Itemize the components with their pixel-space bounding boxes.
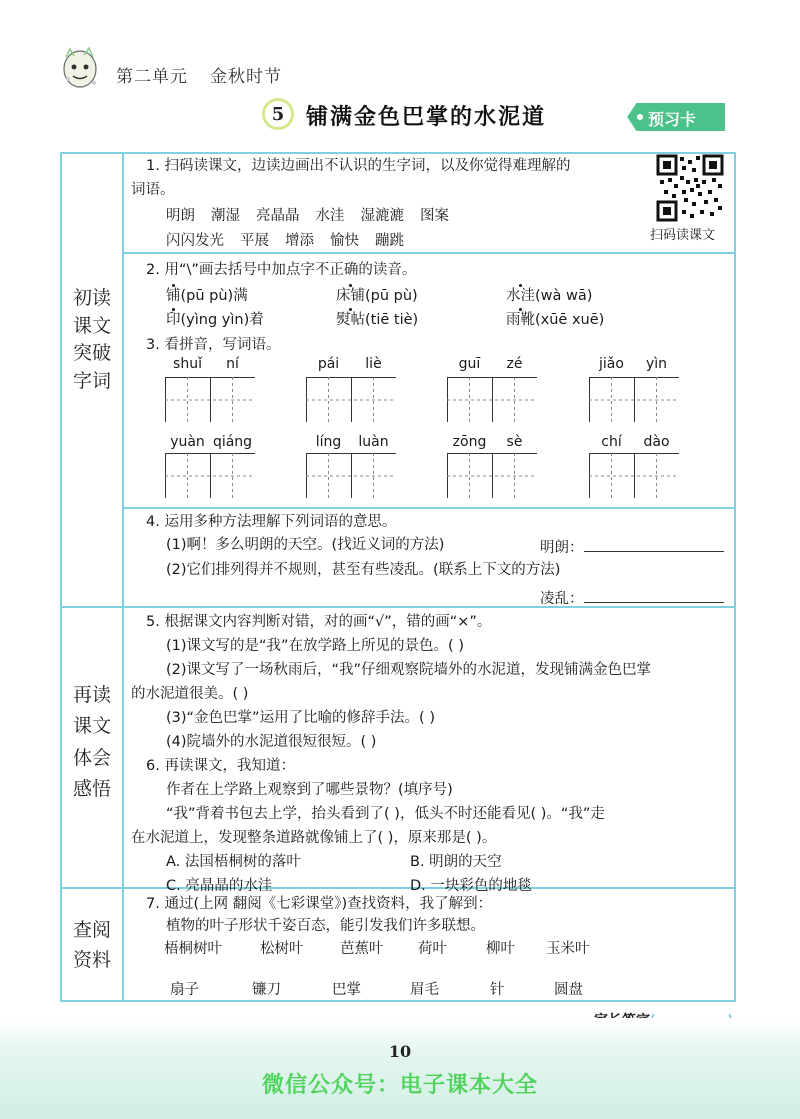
object-name[interactable]: 镰刀	[252, 982, 281, 998]
word: 增添	[285, 233, 314, 249]
pinyin-syllable: shuǐ	[173, 356, 202, 372]
pinyin-syllable: luàn	[358, 434, 389, 450]
trailing-char: 着	[249, 312, 264, 328]
q2-item-5	[336, 312, 418, 329]
qr-caption: 扫码读课文	[650, 228, 716, 243]
q2-item-3	[506, 288, 592, 305]
answer-label: 明朗：	[540, 540, 584, 556]
pinyin-syllable: guī	[458, 356, 481, 372]
target-word: 熨帖	[336, 312, 365, 328]
target-word: 床铺	[336, 288, 365, 304]
leaf-name[interactable]: 玉米叶	[546, 941, 590, 957]
q1-divider	[122, 252, 736, 254]
watermark-text: 微信公众号：电子课本大全	[261, 1073, 538, 1098]
unit-label: 第二单元	[116, 67, 188, 87]
answer-line[interactable]	[584, 537, 724, 552]
pinyin-syllable: sè	[506, 434, 523, 450]
word: 闪闪发光	[166, 233, 224, 249]
q4-label-1	[540, 537, 724, 557]
q6-passage-line1: “我”背着书包去上学，抬头看到了( )，低头不时还能看见( )。“我”走	[166, 806, 605, 822]
pinyin-syllable: zé	[506, 356, 523, 372]
unit-theme: 金秋时节	[210, 67, 282, 87]
word: 亮晶晶	[256, 208, 300, 224]
leaf-name[interactable]: 荷叶	[418, 941, 447, 957]
q5-statement-1: (1)课文写的是“我”在放学路上所见的景色。( )	[166, 638, 464, 654]
q6-instruction: 6. 再读课文，我知道：	[146, 758, 295, 774]
q1-words-row1	[166, 208, 449, 225]
q6-passage-line2: 在水泥道上，发现整条道路就像铺上了( )，原来那是( )。	[131, 830, 497, 846]
leaf-name[interactable]: 梧桐树叶	[164, 941, 222, 957]
lesson-title: 铺满金色巴掌的水泥道	[306, 105, 547, 130]
word: 湿漉漉	[360, 208, 404, 224]
pinyin-syllable: chí	[601, 434, 622, 450]
object-name[interactable]: 巴掌	[332, 982, 361, 998]
object-name[interactable]: 眉毛	[410, 982, 439, 998]
q2-item-2	[336, 288, 418, 305]
word: 蹦跳	[375, 233, 404, 249]
leaf-name[interactable]: 芭蕉叶	[340, 941, 384, 957]
word: 明朗	[166, 208, 195, 224]
leaf-name[interactable]: 柳叶	[486, 941, 515, 957]
pinyin-options: (tiē tiè)	[365, 312, 419, 328]
tianzige-box[interactable]	[589, 377, 679, 422]
page-number: 10	[388, 1042, 412, 1061]
pinyin-options: (pū pù)	[180, 288, 234, 304]
q4-item-1: (1)啊！多么明朗的天空。(找近义词的方法)	[166, 537, 445, 553]
q5-statement-2b: 的水泥道很美。( )	[131, 686, 249, 702]
mascot-icon	[58, 45, 102, 95]
pinyin-syllable: jiǎo	[599, 356, 624, 372]
pinyin-syllable: zōng	[452, 434, 487, 450]
q7-text: 植物的叶子形状千姿百态，能引发我们许多联想。	[166, 918, 485, 934]
q4-item-2: (2)它们排列得并不规则，甚至有些凌乱。(联系上下文的方法)	[166, 562, 561, 578]
tianzige-box[interactable]	[306, 377, 396, 422]
word: 平展	[240, 233, 269, 249]
q2-item-6	[506, 312, 604, 329]
q2-item-1	[166, 288, 248, 305]
tianzige-box[interactable]	[447, 453, 537, 498]
q1-words-row2	[166, 233, 404, 250]
q1-instruction-line2: 词语。	[131, 182, 175, 198]
q4-label-2	[540, 588, 724, 608]
pinyin-options: (pū pù)	[365, 288, 418, 304]
tianzige-box[interactable]	[165, 453, 255, 498]
q5-statement-2a: (2)课文写了一场秋雨后，“我”仔细观察院墙外的水泥道，发现铺满金色巴掌	[166, 662, 652, 678]
word: 图案	[420, 208, 449, 224]
answer-line[interactable]	[584, 588, 724, 603]
q5-instruction: 5. 根据课文内容判断对错，对的画“√”，错的画“×”。	[146, 614, 492, 630]
tianzige-box[interactable]	[447, 377, 537, 422]
q2-instruction: 2. 用“\”画去括号中加点字不正确的读音。	[146, 262, 417, 278]
tianzige-box[interactable]	[306, 453, 396, 498]
pinyin-syllable: pái	[317, 356, 340, 372]
word: 水洼	[315, 208, 345, 224]
pinyin-syllable: ní	[226, 356, 239, 372]
pinyin-syllable: dào	[643, 434, 670, 450]
answer-label: 凌乱：	[540, 591, 584, 607]
q4-instruction: 4. 运用多种方法理解下列词语的意思。	[146, 514, 397, 530]
target-word: 雨靴	[506, 312, 535, 328]
trailing-char: 满	[233, 288, 248, 304]
pinyin-syllable: líng	[315, 434, 342, 450]
q2-item-4	[166, 312, 264, 329]
tianzige-box[interactable]	[165, 377, 255, 422]
word: 愉快	[330, 233, 359, 249]
section-label-first-reading: 初读课文突破字词	[72, 287, 111, 392]
qr-code-icon[interactable]	[656, 154, 724, 222]
section-divider-2	[60, 887, 736, 889]
word: 潮湿	[211, 208, 240, 224]
pinyin-syllable: yuàn	[170, 434, 205, 450]
q6-option-b: B. 明朗的天空	[410, 854, 502, 870]
q1-instruction-line1: 1. 扫码读课文，边读边画出不认识的生字词，以及你觉得难理解的	[146, 158, 571, 174]
object-name[interactable]: 针	[490, 982, 505, 998]
q6-option-c: C. 亮晶晶的水洼	[166, 878, 273, 894]
q6-option-a: A. 法国梧桐树的落叶	[166, 854, 301, 870]
q6-question: 作者在上学路上观察到了哪些景物？(填序号)	[166, 782, 453, 798]
object-name[interactable]: 扇子	[170, 982, 199, 998]
pinyin-syllable: yìn	[645, 356, 668, 372]
leaf-name[interactable]: 松树叶	[260, 941, 304, 957]
pinyin-options: (wà wā)	[535, 288, 593, 304]
object-name[interactable]: 圆盘	[554, 982, 583, 998]
target-char: 铺	[166, 288, 181, 304]
pinyin-syllable: qiáng	[212, 434, 253, 450]
pinyin-options: (xūē xuē)	[535, 312, 605, 328]
section-label-second-reading: 再读课文体会感悟	[72, 684, 111, 801]
q5-statement-4: (4)院墙外的水泥道很短很短。( )	[166, 734, 377, 750]
q3-instruction: 3. 看拼音，写词语。	[146, 337, 281, 353]
q6-option-d: D. 一块彩色的地毯	[410, 878, 532, 894]
q3-divider	[122, 507, 736, 509]
label-column-divider	[122, 152, 124, 1002]
unit-heading	[116, 62, 282, 87]
preview-card-label: 预习卡	[648, 110, 697, 129]
pinyin-options: (yìng yìn)	[180, 312, 250, 328]
tianzige-box[interactable]	[589, 453, 679, 498]
target-char: 印	[166, 312, 181, 328]
q7-instruction: 7. 通过(上网 翻阅《七彩课堂》)查找资料，我了解到：	[146, 896, 493, 912]
section-label-research: 查阅资料	[72, 919, 111, 972]
lesson-number-badge: 5	[262, 98, 294, 130]
preview-card-badge	[626, 100, 730, 134]
q5-statement-3: (3)“金色巴掌”运用了比喻的修辞手法。( )	[166, 710, 435, 726]
pinyin-syllable: liè	[365, 356, 382, 372]
target-word: 水洼	[506, 288, 535, 304]
